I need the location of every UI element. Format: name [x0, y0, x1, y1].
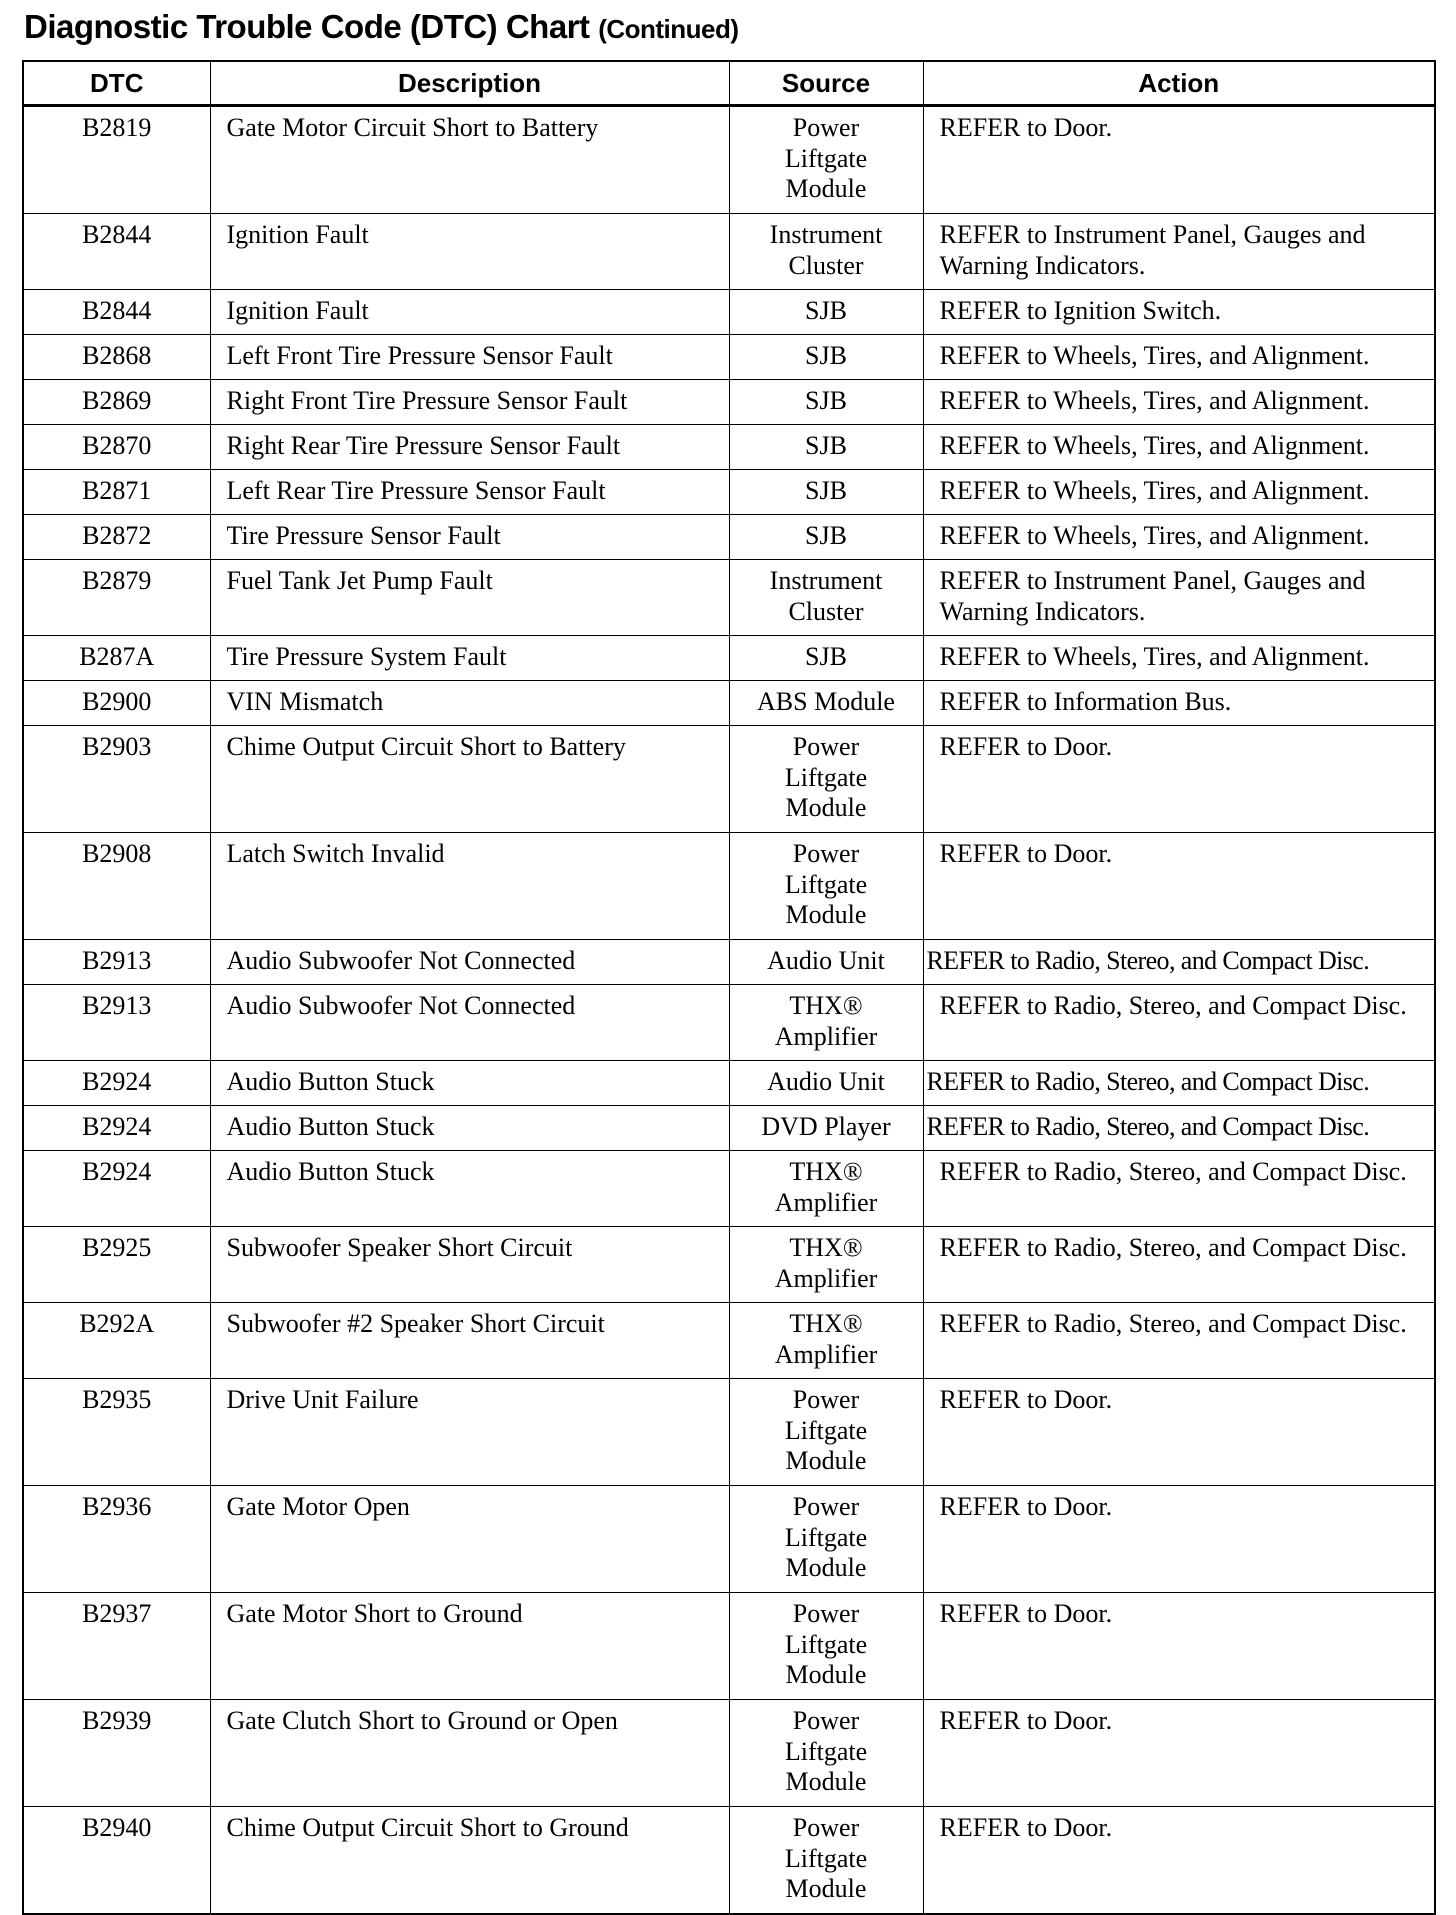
dtc-code: B2913 [23, 985, 210, 1061]
dtc-source [729, 425, 923, 470]
dtc-description: Gate Motor Circuit Short to Battery [210, 106, 729, 214]
table-row [23, 1106, 1435, 1151]
source-line: Amplifier [774, 1187, 878, 1217]
dtc-source [729, 380, 923, 425]
dtc-description: Chime Output Circuit Short to Ground [210, 1807, 729, 1915]
source-line: Power [792, 1813, 860, 1842]
source-line: THX® [789, 1233, 863, 1262]
table-row [23, 1486, 1435, 1593]
dtc-code: B2819 [23, 106, 210, 214]
table-row [23, 1593, 1435, 1700]
dtc-action: REFER to Door. [923, 1379, 1435, 1486]
source-line: Power [792, 839, 860, 868]
dtc-action: REFER to Information Bus. [923, 681, 1435, 726]
table-row [23, 214, 1435, 290]
table-row [23, 1227, 1435, 1303]
source-line: THX® [789, 1157, 863, 1186]
dtc-action: REFER to Wheels, Tires, and Alignment. [923, 636, 1435, 681]
table-body [23, 106, 1435, 1915]
dtc-description: Audio Button Stuck [210, 1106, 729, 1151]
dtc-source [729, 1486, 923, 1593]
source-line: SJB [805, 642, 847, 671]
dtc-action: REFER to Wheels, Tires, and Alignment. [923, 380, 1435, 425]
source-line: Liftgate [784, 1736, 868, 1766]
page-title [24, 8, 739, 46]
dtc-action: REFER to Wheels, Tires, and Alignment. [923, 470, 1435, 515]
dtc-description: Audio Subwoofer Not Connected [210, 985, 729, 1061]
dtc-code: B2871 [23, 470, 210, 515]
source-line: Amplifier [774, 1339, 878, 1369]
dtc-description: VIN Mismatch [210, 681, 729, 726]
source-line: Module [785, 1553, 867, 1582]
table-row [23, 1303, 1435, 1379]
dtc-code: B2924 [23, 1106, 210, 1151]
source-line: Cluster [788, 596, 864, 626]
dtc-source [729, 214, 923, 290]
dtc-action: REFER to Radio, Stereo, and Compact Disc. [923, 1106, 1435, 1151]
table-row [23, 636, 1435, 681]
source-line: Audio Unit [767, 1067, 885, 1096]
dtc-code: B2935 [23, 1379, 210, 1486]
source-line: ABS Module [757, 687, 895, 716]
dtc-description: Subwoofer #2 Speaker Short Circuit [210, 1303, 729, 1379]
dtc-action: REFER to Instrument Panel, Gauges and Warning Indicators. [923, 560, 1435, 636]
dtc-source [729, 1303, 923, 1379]
source-line: Module [785, 1874, 867, 1903]
dtc-action: REFER to Door. [923, 106, 1435, 214]
source-line: Liftgate [784, 1522, 868, 1552]
dtc-description: Left Rear Tire Pressure Sensor Fault [210, 470, 729, 515]
dtc-source [729, 470, 923, 515]
table-row [23, 1151, 1435, 1227]
title-main: Diagnostic Trouble Code (DTC) Chart [24, 8, 590, 45]
dtc-source [729, 1807, 923, 1915]
source-line: THX® [789, 991, 863, 1020]
source-line: Power [792, 113, 860, 142]
dtc-code: B2913 [23, 940, 210, 985]
source-line: SJB [805, 431, 847, 460]
source-line: Power [792, 1385, 860, 1414]
dtc-source [729, 1151, 923, 1227]
source-line: Amplifier [774, 1263, 878, 1293]
source-line: Module [785, 1446, 867, 1475]
dtc-description: Right Front Tire Pressure Sensor Fault [210, 380, 729, 425]
table-row [23, 1379, 1435, 1486]
dtc-action: REFER to Door. [923, 1807, 1435, 1915]
dtc-code: B2936 [23, 1486, 210, 1593]
table-row [23, 290, 1435, 335]
dtc-code: B292A [23, 1303, 210, 1379]
dtc-description: Fuel Tank Jet Pump Fault [210, 560, 729, 636]
dtc-source [729, 940, 923, 985]
dtc-source [729, 833, 923, 940]
source-line: SJB [805, 476, 847, 505]
dtc-description: Left Front Tire Pressure Sensor Fault [210, 335, 729, 380]
source-line: Liftgate [784, 143, 868, 173]
dtc-action: REFER to Radio, Stereo, and Compact Disc. [923, 1303, 1435, 1379]
table-row [23, 425, 1435, 470]
dtc-action: REFER to Radio, Stereo, and Compact Disc. [923, 1227, 1435, 1303]
dtc-description: Ignition Fault [210, 290, 729, 335]
dtc-code: B2870 [23, 425, 210, 470]
source-line: SJB [805, 296, 847, 325]
table-row [23, 380, 1435, 425]
dtc-code: B2872 [23, 515, 210, 560]
dtc-action: REFER to Door. [923, 833, 1435, 940]
source-line: Module [785, 793, 867, 822]
dtc-action: REFER to Door. [923, 726, 1435, 833]
dtc-code: B2925 [23, 1227, 210, 1303]
dtc-source [729, 515, 923, 560]
source-line: Liftgate [784, 762, 868, 792]
dtc-code: B2939 [23, 1700, 210, 1807]
source-line: Liftgate [784, 869, 868, 899]
table-row [23, 726, 1435, 833]
source-line: Instrument [769, 566, 883, 595]
table-row [23, 335, 1435, 380]
dtc-code: B2844 [23, 290, 210, 335]
source-line: Liftgate [784, 1629, 868, 1659]
title-suffix: (Continued) [598, 14, 739, 44]
dtc-source [729, 290, 923, 335]
dtc-action: REFER to Wheels, Tires, and Alignment. [923, 335, 1435, 380]
table-row [23, 106, 1435, 214]
dtc-action: REFER to Door. [923, 1486, 1435, 1593]
source-line: Power [792, 1492, 860, 1521]
dtc-description: Gate Motor Short to Ground [210, 1593, 729, 1700]
dtc-action: REFER to Radio, Stereo, and Compact Disc. [923, 1151, 1435, 1227]
dtc-description: Gate Motor Open [210, 1486, 729, 1593]
dtc-source [729, 1379, 923, 1486]
table-header-row [23, 61, 1435, 106]
dtc-description: Right Rear Tire Pressure Sensor Fault [210, 425, 729, 470]
table-row [23, 1061, 1435, 1106]
dtc-source [729, 1700, 923, 1807]
dtc-code: B2869 [23, 380, 210, 425]
dtc-action: REFER to Instrument Panel, Gauges and Warning Indicators. [923, 214, 1435, 290]
source-line: Module [785, 1767, 867, 1796]
source-line: Audio Unit [767, 946, 885, 975]
dtc-source [729, 1593, 923, 1700]
dtc-source [729, 726, 923, 833]
dtc-source [729, 106, 923, 214]
dtc-description: Audio Button Stuck [210, 1151, 729, 1227]
dtc-code: B2908 [23, 833, 210, 940]
dtc-table [22, 60, 1436, 1915]
dtc-description: Audio Subwoofer Not Connected [210, 940, 729, 985]
dtc-source [729, 985, 923, 1061]
source-line: Power [792, 1599, 860, 1628]
column-header-action: Action [923, 61, 1435, 106]
source-line: Module [785, 1660, 867, 1689]
dtc-source [729, 681, 923, 726]
source-line: Module [785, 900, 867, 929]
source-line: Power [792, 1706, 860, 1735]
table-row [23, 985, 1435, 1061]
dtc-action: REFER to Door. [923, 1593, 1435, 1700]
source-line: Liftgate [784, 1843, 868, 1873]
dtc-action: REFER to Door. [923, 1700, 1435, 1807]
table-row [23, 833, 1435, 940]
dtc-source [729, 335, 923, 380]
source-line: DVD Player [761, 1112, 891, 1141]
dtc-code: B2903 [23, 726, 210, 833]
source-line: SJB [805, 521, 847, 550]
source-line: Instrument [769, 220, 883, 249]
dtc-source [729, 1061, 923, 1106]
dtc-description: Subwoofer Speaker Short Circuit [210, 1227, 729, 1303]
dtc-code: B2940 [23, 1807, 210, 1915]
dtc-code: B2924 [23, 1061, 210, 1106]
source-line: SJB [805, 386, 847, 415]
dtc-code: B2924 [23, 1151, 210, 1227]
dtc-action: REFER to Wheels, Tires, and Alignment. [923, 425, 1435, 470]
dtc-description: Gate Clutch Short to Ground or Open [210, 1700, 729, 1807]
dtc-description: Ignition Fault [210, 214, 729, 290]
column-header-source: Source [729, 61, 923, 106]
table-row [23, 515, 1435, 560]
source-line: Power [792, 732, 860, 761]
table-row [23, 681, 1435, 726]
dtc-source [729, 1106, 923, 1151]
table-row [23, 940, 1435, 985]
table-row [23, 1700, 1435, 1807]
dtc-code: B2879 [23, 560, 210, 636]
dtc-source [729, 1227, 923, 1303]
source-line: Cluster [788, 250, 864, 280]
table-row [23, 560, 1435, 636]
table-row [23, 1807, 1435, 1915]
source-line: SJB [805, 341, 847, 370]
dtc-code: B287A [23, 636, 210, 681]
dtc-description: Chime Output Circuit Short to Battery [210, 726, 729, 833]
dtc-description: Latch Switch Invalid [210, 833, 729, 940]
dtc-code: B2937 [23, 1593, 210, 1700]
dtc-code: B2868 [23, 335, 210, 380]
source-line: THX® [789, 1309, 863, 1338]
source-line: Amplifier [774, 1021, 878, 1051]
dtc-description: Tire Pressure System Fault [210, 636, 729, 681]
dtc-action: REFER to Radio, Stereo, and Compact Disc. [923, 940, 1435, 985]
dtc-code: B2900 [23, 681, 210, 726]
table-row [23, 470, 1435, 515]
column-header-description: Description [210, 61, 729, 106]
dtc-source [729, 560, 923, 636]
dtc-code: B2844 [23, 214, 210, 290]
dtc-action: REFER to Ignition Switch. [923, 290, 1435, 335]
dtc-action: REFER to Radio, Stereo, and Compact Disc. [923, 985, 1435, 1061]
dtc-action: REFER to Wheels, Tires, and Alignment. [923, 515, 1435, 560]
dtc-source [729, 636, 923, 681]
dtc-description: Tire Pressure Sensor Fault [210, 515, 729, 560]
dtc-description: Drive Unit Failure [210, 1379, 729, 1486]
source-line: Module [785, 174, 867, 203]
dtc-action: REFER to Radio, Stereo, and Compact Disc. [923, 1061, 1435, 1106]
column-header-dtc: DTC [23, 61, 210, 106]
dtc-description: Audio Button Stuck [210, 1061, 729, 1106]
source-line: Liftgate [784, 1415, 868, 1445]
